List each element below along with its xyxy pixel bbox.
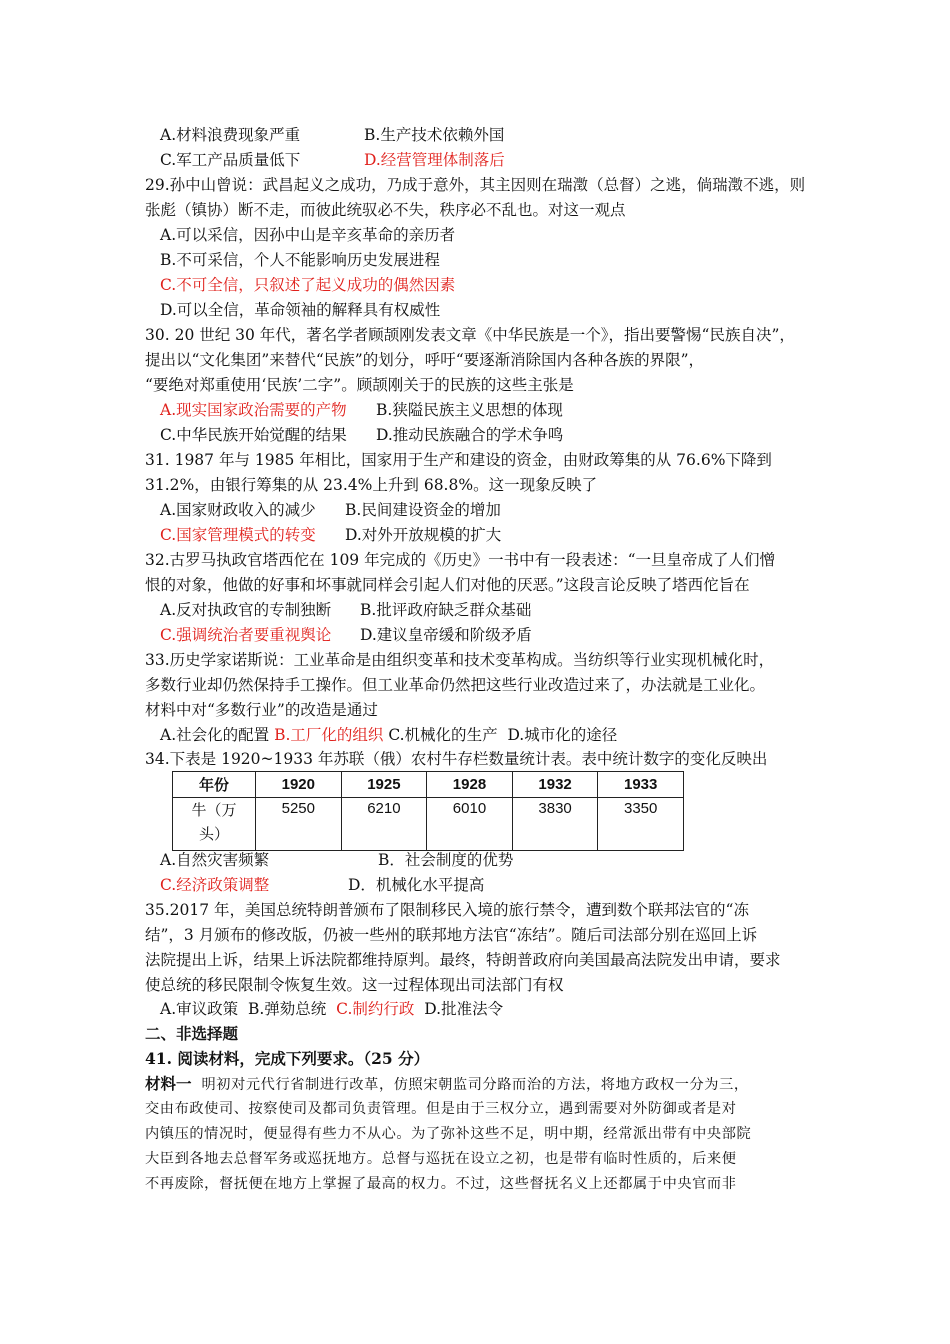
q35-options-row xyxy=(160,997,503,1021)
table-row-label-line2: 头） xyxy=(198,825,229,843)
q31-stem-line1: 31. 1987 年与 1985 年相比，国家用于生产和建设的资金，由财政筹集的从 76.6%下降到 xyxy=(145,451,772,469)
q35-option-b: B.弹劾总统 xyxy=(247,1000,327,1018)
q35-option-d: D.批准法令 xyxy=(424,1000,504,1018)
table-year-cell: 1932 xyxy=(512,772,598,798)
q35-stem-line2: 结”，3 月颁布的修改版，仍被一些州的联邦地方法官“冻结”。随后司法部分别在巡回上诉 xyxy=(145,926,758,944)
q33-option-d: D.城市化的途径 xyxy=(507,726,618,744)
q30-options-row2 xyxy=(160,423,563,447)
q31-options-row2 xyxy=(160,523,501,547)
material1-line4: 大臣到各地去总督军务或巡抚地方。总督与巡抚在设立之初，也是带有临时性质的，后来便 xyxy=(145,1151,737,1167)
q33-options-row xyxy=(160,723,617,747)
q35-stem-line1: 35.2017 年，美国总统特朗普颁布了限制移民入境的旅行禁令，遭到数个联邦法官的“冻 xyxy=(145,901,749,919)
q33-option-c: C.机械化的生产 xyxy=(388,726,498,744)
table-header-label: 年份 xyxy=(173,772,256,798)
table-year-cell: 1920 xyxy=(256,772,342,798)
q30-option-a-answer: A.现实国家政治需要的产物 xyxy=(160,401,347,419)
material1-line1 xyxy=(145,1072,749,1097)
q32-stem-line1: 32.古罗马执政官塔西佗在 109 年完成的《历史》一书中有一段表述：“一旦皇帝成了人们憎 xyxy=(145,551,776,569)
q35-option-a: A.审议政策 xyxy=(160,1000,239,1018)
q31-option-d: D.对外开放规模的扩大 xyxy=(345,526,502,544)
q29-stem-line2: 张彪（镇协）断不走，而彼此统驭必不失，秩序必不乱也。对这一观点 xyxy=(145,201,626,219)
q28-option-d-answer: D.经营管理体制落后 xyxy=(364,151,505,169)
q30-option-d: D.推动民族融合的学术争鸣 xyxy=(376,426,564,444)
material1-label: 材料一 xyxy=(145,1074,192,1093)
q31-option-a: A.国家财政收入的减少 xyxy=(160,501,316,519)
material1-line3: 内镇压的情况时，便显得有些力不从心。为了弥补这些不足，明中期，经常派出带有中央部院 xyxy=(145,1126,752,1142)
material1-text: 明初对元代行省制进行改革，仿照宋朝监司分路而治的方法，将地方政权一分为三， xyxy=(201,1077,749,1093)
q30-option-b: B.狭隘民族主义思想的体现 xyxy=(376,401,563,419)
q30-options-row1 xyxy=(160,398,563,422)
q29-stem-line1: 29.孙中山曾说：武昌起义之成功，乃成于意外，其主因则在瑞澂（总督）之逃，倘瑞澂不逃，则 xyxy=(145,176,806,194)
q30-stem-line1: 30. 20 世纪 30 年代，著名学者顾颉刚发表文章《中华民族是一个》，指出要警惕“民族自决”， xyxy=(145,326,795,344)
q35-stem-line3: 法院提出上诉，结果上诉法院都维持原判。最终，特朗普政府向美国最高法院发出申请，要求 xyxy=(145,951,781,969)
q33-stem-line3: 材料中对“多数行业”的改造是通过 xyxy=(145,701,378,719)
q34-options-row2 xyxy=(160,873,484,897)
q32-option-a: A.反对执政官的专制独断 xyxy=(160,601,332,619)
table-value-cell: 5250 xyxy=(256,798,342,851)
q30-stem-line3: “要绝对郑重使用‘民族’二字”。顾颉刚关于的民族的这些主张是 xyxy=(145,376,574,394)
table-row-label-line1: 牛（万 xyxy=(191,801,237,819)
q34-stem: 34.下表是 1920~1933 年苏联（俄）农村牛存栏数量统计表。表中统计数字的变化反映出 xyxy=(145,750,768,768)
q34-option-d: D．机械化水平提高 xyxy=(348,876,485,894)
table-value-cell: 3350 xyxy=(598,798,684,851)
q41-title: 41. 阅读材料，完成下列要求。（25 分） xyxy=(145,1049,430,1068)
q34-option-b: B．社会制度的优势 xyxy=(378,851,514,869)
table-row xyxy=(173,798,684,851)
table-year-cell: 1928 xyxy=(427,772,513,798)
material1-line2: 交由布政使司、按察使司及都司负责管理。但是由于三权分立，遇到需要对外防御或者是对 xyxy=(145,1101,737,1117)
q29-option-a: A.可以采信，因孙中山是辛亥革命的亲历者 xyxy=(160,226,456,244)
q33-option-b-answer: B.工厂化的组织 xyxy=(274,726,384,744)
q34-option-a: A.自然灾害频繁 xyxy=(160,851,270,869)
q31-option-b: B.民间建设资金的增加 xyxy=(345,501,501,519)
q30-option-c: C.中华民族开始觉醒的结果 xyxy=(160,426,347,444)
q28-option-c: C.军工产品质量低下 xyxy=(160,151,301,169)
q28-options-row2 xyxy=(160,148,505,172)
q31-stem-line2: 31.2%，由银行筹集的从 23.4%上升到 68.8%。这一现象反映了 xyxy=(145,476,598,494)
table-year-cell: 1933 xyxy=(598,772,684,798)
table-year-cell: 1925 xyxy=(341,772,427,798)
q31-options-row1 xyxy=(160,498,501,522)
q28-options-row1 xyxy=(160,123,504,147)
q35-option-c-answer: C.制约行政 xyxy=(336,1000,415,1018)
q29-option-b: B.不可采信，个人不能影响历史发展进程 xyxy=(160,251,440,269)
cattle-stats-table xyxy=(172,771,684,851)
q28-option-b: B.生产技术依赖外国 xyxy=(364,126,505,144)
q30-stem-line2: 提出以“文化集团”来替代“民族”的划分，呼吁“要逐渐消除国内各种各族的界限”， xyxy=(145,351,705,369)
q28-option-a: A.材料浪费现象严重 xyxy=(160,126,301,144)
table-header-row xyxy=(173,772,684,798)
q34-options-row1 xyxy=(160,848,513,872)
section2-title: 二、非选择题 xyxy=(145,1024,239,1043)
q32-option-c-answer: C.强调统治者要重视舆论 xyxy=(160,626,332,644)
q32-stem-line2: 恨的对象，他做的好事和坏事就同样会引起人们对他的厌恶。”这段言论反映了塔西佗旨在 xyxy=(145,576,750,594)
q31-option-c-answer: C.国家管理模式的转变 xyxy=(160,526,316,544)
material1-line5: 不再废除，督抚便在地方上掌握了最高的权力。不过，这些督抚名义上还都属于中央官而非 xyxy=(145,1176,737,1192)
q33-stem-line1: 33.历史学家诺斯说：工业革命是由组织变革和技术变革构成。当纺织等行业实现机械化时， xyxy=(145,651,775,669)
q35-stem-line4: 使总统的移民限制令恢复生效。这一过程体现出司法部门有权 xyxy=(145,976,564,994)
q32-options-row1 xyxy=(160,598,531,622)
q32-option-d: D.建议皇帝缓和阶级矛盾 xyxy=(360,626,532,644)
table-value-cell: 3830 xyxy=(512,798,598,851)
q29-option-c-answer: C.不可全信，只叙述了起义成功的偶然因素 xyxy=(160,276,456,294)
q34-option-c-answer: C.经济政策调整 xyxy=(160,876,270,894)
q33-stem-line2: 多数行业却仍然保持手工操作。但工业革命仍然把这些行业改造过来了，办法就是工业化。 xyxy=(145,676,766,694)
q32-option-b: B.批评政府缺乏群众基础 xyxy=(360,601,532,619)
q33-option-a: A.社会化的配置 xyxy=(160,726,270,744)
table-row-label xyxy=(173,798,256,851)
q32-options-row2 xyxy=(160,623,532,647)
table-value-cell: 6010 xyxy=(427,798,513,851)
table-value-cell: 6210 xyxy=(341,798,427,851)
q29-option-d: D.可以全信，革命领袖的解释具有权威性 xyxy=(160,301,441,319)
